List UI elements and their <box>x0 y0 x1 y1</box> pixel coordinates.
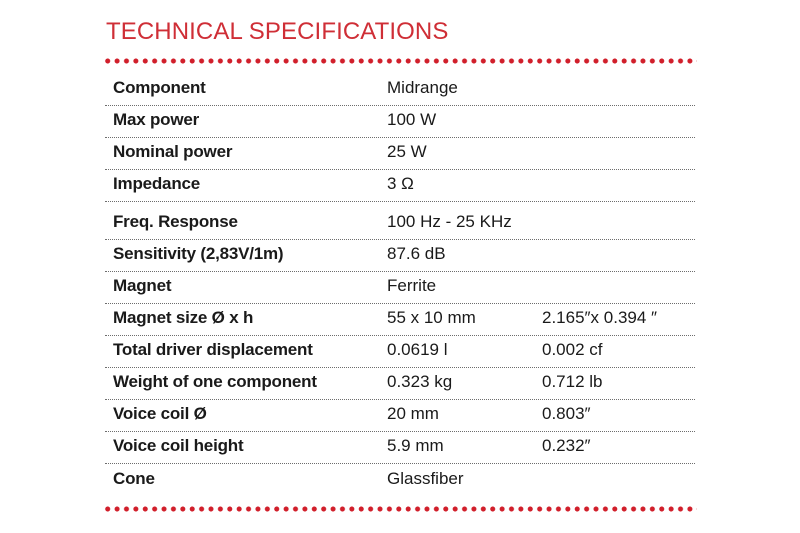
spec-row-total-driver-displacement <box>105 336 695 368</box>
spec-value-imperial: 0.803″ <box>542 404 591 423</box>
spec-value: 0.0619 l <box>387 340 448 359</box>
spec-row-magnet <box>105 272 695 304</box>
spec-label: Total driver displacement <box>113 340 313 359</box>
spec-value: 20 mm <box>387 404 439 423</box>
spec-label: Component <box>113 78 206 97</box>
spec-label: Sensitivity (2,83V/1m) <box>113 244 284 263</box>
spec-value: 55 x 10 mm <box>387 308 476 327</box>
dotted-divider-bottom <box>103 506 697 512</box>
spec-label: Magnet <box>113 276 172 295</box>
spec-table <box>105 74 695 496</box>
spec-row-voice-coil-height <box>105 432 695 464</box>
spec-row-freq-response <box>105 202 695 240</box>
spec-value-imperial: 0.712 lb <box>542 372 603 391</box>
spec-value: 87.6 dB <box>387 244 446 263</box>
spec-value-imperial: 0.232″ <box>542 436 591 455</box>
spec-value: Ferrite <box>387 276 437 295</box>
dotted-divider-top <box>103 58 697 64</box>
spec-value: Midrange <box>387 78 458 97</box>
spec-row-max-power <box>105 106 695 138</box>
spec-value: 0.323 kg <box>387 372 453 391</box>
spec-row-impedance <box>105 170 695 202</box>
spec-value: 5.9 mm <box>387 436 444 455</box>
spec-value-imperial: 0.002 cf <box>542 340 603 359</box>
page-title: TECHNICAL SPECIFICATIONS <box>106 18 449 45</box>
spec-row-nominal-power <box>105 138 695 170</box>
spec-row-component <box>105 74 695 106</box>
spec-value: 100 Hz - 25 KHz <box>387 212 512 231</box>
spec-row-magnet-size <box>105 304 695 336</box>
spec-label: Weight of one component <box>113 372 317 391</box>
spec-value: 100 W <box>387 110 437 129</box>
spec-row-voice-coil <box>105 400 695 432</box>
spec-label: Freq. Response <box>113 212 238 231</box>
spec-value: 3 Ω <box>387 174 414 193</box>
spec-value: 25 W <box>387 142 427 161</box>
spec-label: Impedance <box>113 174 201 193</box>
spec-label: Magnet size Ø x h <box>113 308 254 327</box>
spec-row-sensitivity <box>105 240 695 272</box>
spec-value: Glassfiber <box>387 469 464 488</box>
spec-row-weight <box>105 368 695 400</box>
spec-label: Cone <box>113 469 155 488</box>
spec-label: Max power <box>113 110 200 129</box>
spec-label: Nominal power <box>113 142 233 161</box>
spec-label: Voice coil Ø <box>113 404 207 423</box>
spec-label: Voice coil height <box>113 436 244 455</box>
spec-value-imperial: 2.165″x 0.394 ″ <box>542 308 658 327</box>
spec-row-cone <box>105 464 695 496</box>
